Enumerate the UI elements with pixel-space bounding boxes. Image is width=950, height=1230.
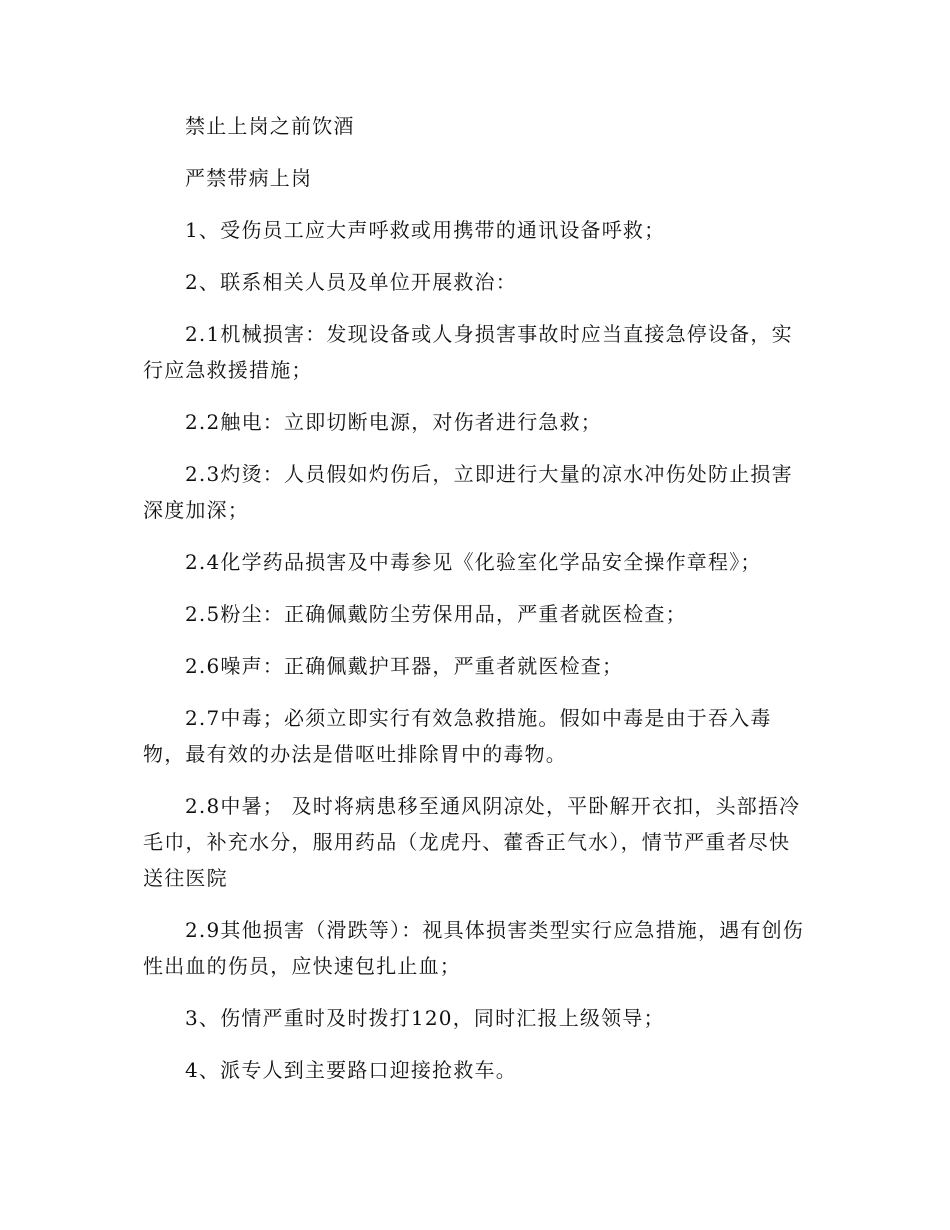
- paragraph-step-2-5: 2.5粉尘：正确佩戴防尘劳保用品，严重者就医检查；: [185, 602, 687, 626]
- document-body: [143, 108, 811, 1088]
- paragraph-step-3: 3、伤情严重时及时拨打120，同时汇报上级领导；: [185, 1006, 665, 1030]
- paragraph-step-2-1: 2.1机械损害：发现设备或人身损害事故时应当直接急停设备，实行应急救援措施；: [143, 322, 793, 382]
- paragraph-step-1: 1、受伤员工应大声呼救或用携带的通讯设备呼救；: [185, 218, 666, 242]
- paragraph-step-2-2: 2.2触电：立即切断电源，对伤者进行急救；: [185, 410, 603, 434]
- paragraph-step-2-4: 2.4化学药品损害及中毒参见《化验室化学品安全操作章程》；: [185, 550, 762, 574]
- paragraph-no-sick-work: 严禁带病上岗: [185, 166, 313, 190]
- paragraph-no-drinking: 禁止上岗之前饮酒: [185, 114, 355, 138]
- paragraph-step-2-6: 2.6噪声：正确佩戴护耳器，严重者就医检查；: [185, 654, 624, 678]
- paragraph-step-2-7: 2.7中毒；必须立即实行有效急救措施。假如中毒是由于吞入毒物，最有效的办法是借呕吐排除胃中的毒物。: [143, 706, 772, 766]
- paragraph-step-4: 4、派专人到主要路口迎接抢救车。: [185, 1058, 517, 1082]
- paragraph-step-2-3: 2.3灼烫：人员假如灼伤后，立即进行大量的凉水冲伤处防止损害深度加深；: [143, 462, 793, 522]
- paragraph-step-2-8: 2.8中暑； 及时将病患移至通风阴凉处，平卧解开衣扣，头部捂冷毛巾，补充水分，服用药品（龙虎丹、藿香正气水），情节严重者尽快送往医院: [143, 794, 801, 890]
- paragraph-step-2: 2、联系相关人员及单位开展救治：: [185, 270, 517, 294]
- paragraph-step-2-9: 2.9其他损害（滑跌等）：视具体损害类型实行应急措施，遇有创伤性出血的伤员，应快速包扎止血；: [143, 918, 805, 978]
